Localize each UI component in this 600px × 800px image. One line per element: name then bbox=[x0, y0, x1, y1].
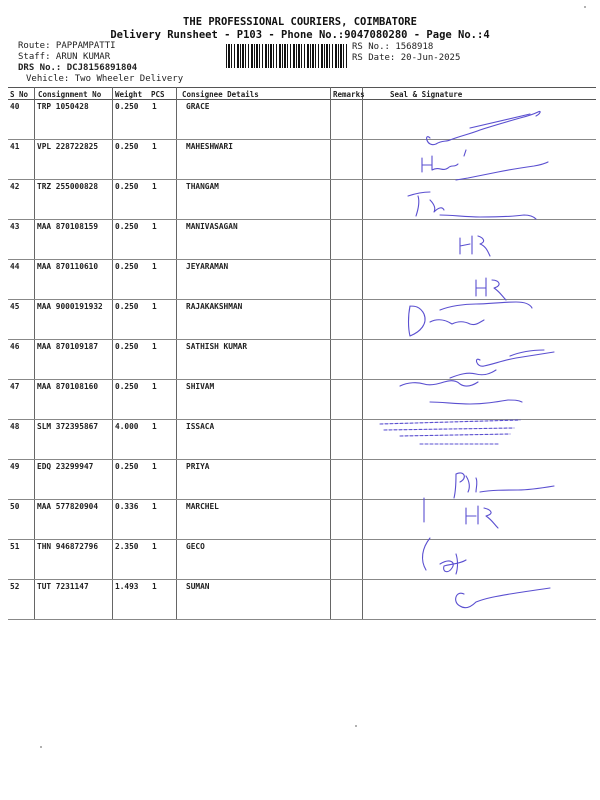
row-consignee: PRIYA bbox=[186, 462, 210, 471]
signature-scribble bbox=[450, 370, 496, 378]
row-pcs: 1 bbox=[152, 142, 157, 151]
row-consignee: JEYARAMAN bbox=[186, 262, 229, 271]
row-consignment-number: MAA 9000191932 bbox=[37, 302, 103, 311]
row-weight: 0.250 bbox=[115, 262, 139, 271]
row-weight: 1.493 bbox=[115, 582, 139, 591]
stamp-mark bbox=[380, 420, 520, 444]
rs-number: RS No.: 1568918 bbox=[352, 42, 434, 52]
row-weight: 0.250 bbox=[115, 462, 139, 471]
column-header-pcs: PCS bbox=[151, 90, 165, 99]
row-consignment-number: MAA 870108159 bbox=[37, 222, 99, 231]
row-consignee: MAHESHWARI bbox=[186, 142, 233, 151]
row-pcs: 1 bbox=[152, 342, 157, 351]
signature-scribble bbox=[440, 554, 466, 574]
row-consignment-number: MAA 870110610 bbox=[37, 262, 99, 271]
column-header-remarks: Remarks bbox=[333, 90, 365, 99]
row-sno: 52 bbox=[10, 582, 20, 591]
signature-scribble bbox=[423, 538, 430, 570]
signature-scribble bbox=[408, 192, 444, 216]
row-consignee: SATHISH KUMAR bbox=[186, 342, 248, 351]
row-consignee: GRACE bbox=[186, 102, 210, 111]
signature-scribble bbox=[427, 111, 541, 144]
row-pcs: 1 bbox=[152, 302, 157, 311]
row-sno: 42 bbox=[10, 182, 20, 191]
row-consignment-number: VPL 228722825 bbox=[37, 142, 99, 151]
row-consignment-number: THN 946872796 bbox=[37, 542, 99, 551]
row-pcs: 1 bbox=[152, 262, 157, 271]
staff-label: Staff: ARUN KUMAR bbox=[18, 52, 111, 62]
row-sno: 41 bbox=[10, 142, 20, 151]
row-pcs: 1 bbox=[152, 182, 157, 191]
row-consignment-number: TRP 1050428 bbox=[37, 102, 89, 111]
row-consignment-number: MAA 577820904 bbox=[37, 502, 99, 511]
row-consignee: GECO bbox=[186, 542, 205, 551]
row-pcs: 1 bbox=[152, 382, 157, 391]
row-consignee: MARCHEL bbox=[186, 502, 219, 511]
row-weight: 0.250 bbox=[115, 342, 139, 351]
row-consignment-number: EDQ 23299947 bbox=[37, 462, 94, 471]
row-consignee: SUMAN bbox=[186, 582, 210, 591]
scan-speck bbox=[40, 746, 42, 748]
scan-speck bbox=[355, 725, 357, 727]
column-header-consignment: Consignment No bbox=[38, 90, 102, 99]
signature-scribble bbox=[460, 236, 490, 256]
row-sno: 51 bbox=[10, 542, 20, 551]
column-header-sno: S No bbox=[10, 90, 29, 99]
row-weight: 0.250 bbox=[115, 302, 139, 311]
row-sno: 47 bbox=[10, 382, 20, 391]
signature-scribble bbox=[454, 473, 477, 498]
signature-scribble bbox=[409, 306, 426, 336]
row-consignee: THANGAM bbox=[186, 182, 219, 191]
scan-speck bbox=[584, 6, 586, 8]
row-consignee: RAJAKAKSHMAN bbox=[186, 302, 243, 311]
signature-scribble bbox=[400, 381, 478, 386]
row-weight: 0.250 bbox=[115, 182, 139, 191]
row-consignment-number: MAA 870109187 bbox=[37, 342, 99, 351]
document-title: THE PROFESSIONAL COURIERS, COIMBATORE bbox=[183, 16, 417, 28]
signature-marks bbox=[360, 100, 600, 620]
row-consignment-number: SLM 372395867 bbox=[37, 422, 99, 431]
row-pcs: 1 bbox=[152, 502, 157, 511]
row-pcs: 1 bbox=[152, 582, 157, 591]
row-consignee: MANIVASAGAN bbox=[186, 222, 238, 231]
row-pcs: 1 bbox=[152, 462, 157, 471]
row-weight: 0.250 bbox=[115, 222, 139, 231]
row-weight: 0.250 bbox=[115, 142, 139, 151]
row-pcs: 1 bbox=[152, 542, 157, 551]
signature-scribble bbox=[477, 350, 554, 366]
row-consignment-number: MAA 870108160 bbox=[37, 382, 99, 391]
signature-scribble bbox=[430, 320, 484, 325]
row-sno: 43 bbox=[10, 222, 20, 231]
signature-scribble bbox=[476, 278, 506, 300]
row-sno: 40 bbox=[10, 102, 20, 111]
row-pcs: 1 bbox=[152, 422, 157, 431]
barcode-image bbox=[226, 44, 348, 68]
row-sno: 45 bbox=[10, 302, 20, 311]
signature-scribble bbox=[470, 114, 530, 128]
row-sno: 49 bbox=[10, 462, 20, 471]
row-sno: 44 bbox=[10, 262, 20, 271]
signature-scribble bbox=[440, 215, 536, 219]
drs-number: DRS No.: DCJ8156891804 bbox=[18, 63, 138, 73]
row-consignee: SHIVAM bbox=[186, 382, 215, 391]
row-consignment-number: TUT 7231147 bbox=[37, 582, 89, 591]
vehicle-label: Vehicle: Two Wheeler Delivery bbox=[26, 74, 184, 84]
row-weight: 0.250 bbox=[115, 102, 139, 111]
signature-scribble bbox=[430, 400, 522, 404]
runsheet-subtitle: Delivery Runsheet - P103 - Phone No.:9047080280 - Page No.:4 bbox=[110, 29, 490, 41]
row-weight: 0.336 bbox=[115, 502, 139, 511]
signature-scribble bbox=[456, 588, 550, 608]
signature-scribble bbox=[424, 486, 554, 522]
table-top-rule bbox=[8, 87, 596, 88]
signature-scribble bbox=[440, 302, 532, 310]
row-sno: 50 bbox=[10, 502, 20, 511]
row-sno: 48 bbox=[10, 422, 20, 431]
signature-scribble bbox=[456, 162, 548, 180]
row-weight: 2.350 bbox=[115, 542, 139, 551]
row-consignee: ISSACA bbox=[186, 422, 215, 431]
row-sno: 46 bbox=[10, 342, 20, 351]
row-consignment-number: TRZ 255000828 bbox=[37, 182, 99, 191]
route-label: Route: PAPPAMPATTI bbox=[18, 41, 116, 51]
column-header-signature: Seal & Signature bbox=[390, 90, 463, 99]
row-weight: 4.000 bbox=[115, 422, 139, 431]
column-header-weight: Weight bbox=[115, 90, 143, 99]
row-pcs: 1 bbox=[152, 222, 157, 231]
signature-scribble bbox=[466, 506, 498, 528]
rs-date: RS Date: 20-Jun-2025 bbox=[352, 53, 461, 63]
signature-scribble bbox=[422, 150, 466, 172]
row-weight: 0.250 bbox=[115, 382, 139, 391]
column-header-consignee: Consignee Details bbox=[182, 90, 259, 99]
row-pcs: 1 bbox=[152, 102, 157, 111]
